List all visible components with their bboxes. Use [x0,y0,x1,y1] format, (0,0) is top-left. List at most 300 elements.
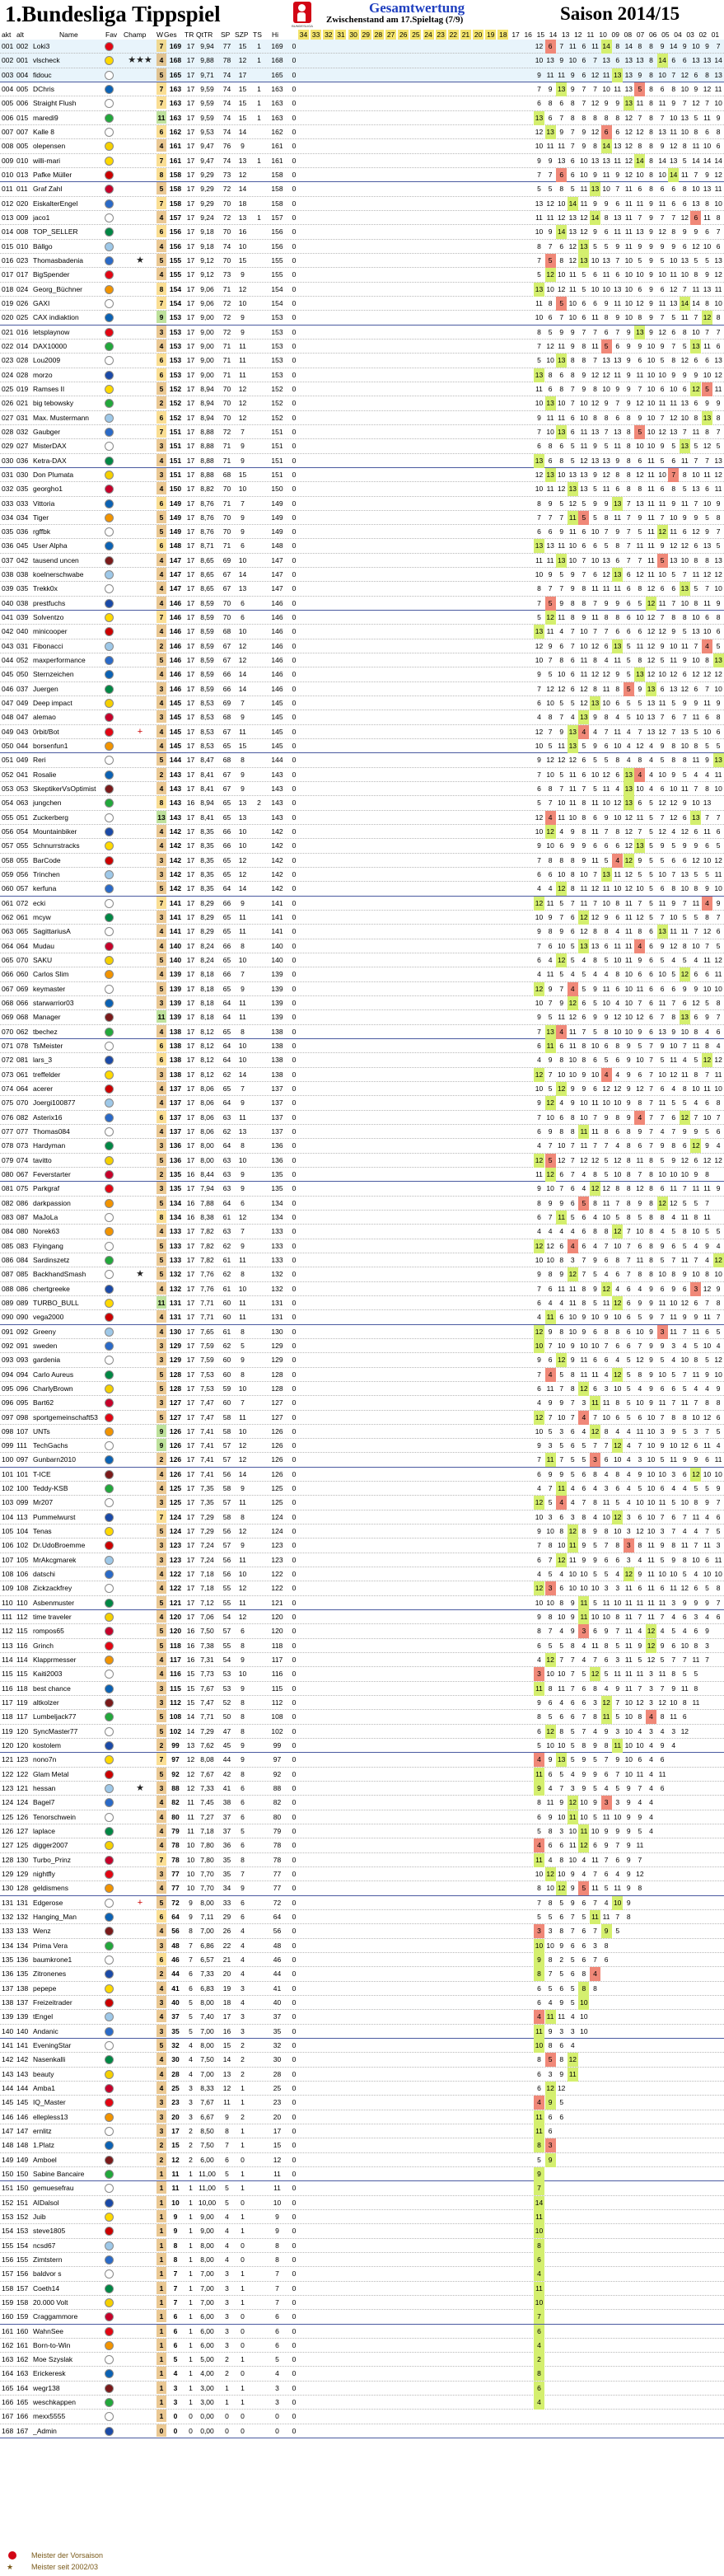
cell-name[interactable]: fidouc [33,68,104,82]
cell-name[interactable]: Thomasbadenia [33,254,104,268]
table-row[interactable] [0,1453,724,1467]
cell-name[interactable]: borsenfun1 [33,739,104,753]
cell-name[interactable]: rgffbk [33,525,104,539]
cell-name[interactable]: CAX indiaktion [33,311,104,325]
matchday-34-points: 0 [290,568,298,582]
table-row[interactable] [0,1325,724,1339]
cell-name[interactable]: lars_3 [33,1053,104,1067]
cell-name[interactable]: IQ_Master [33,2096,104,2110]
cell-name[interactable]: Tenorschwein [33,1810,104,1824]
table-row[interactable] [0,411,724,425]
cell-name[interactable]: big tebowsky [33,396,104,410]
table-row[interactable] [0,1296,724,1310]
cell-name[interactable]: Pafke Müller [33,168,104,182]
cell-name[interactable]: mcyw [33,911,104,925]
table-row[interactable] [0,996,724,1010]
table-row[interactable] [0,554,724,568]
table-row[interactable] [0,1739,724,1753]
table-row[interactable] [0,54,724,68]
cell-name[interactable]: Zuckerberg [33,811,104,825]
cell-name[interactable]: Carlos Slim [33,967,104,981]
table-row[interactable] [0,582,724,596]
table-row[interactable] [0,2110,724,2124]
cell-name[interactable]: Tenas [33,1525,104,1539]
table-row[interactable] [0,2039,724,2053]
cell-name[interactable]: Zickzackfrey [33,1581,104,1595]
cell-name[interactable]: altkolzer [33,1696,104,1710]
cell-name[interactable]: Ramses II [33,382,104,396]
table-row[interactable] [0,825,724,839]
table-row[interactable] [0,611,724,625]
cell-name[interactable]: Bart62 [33,1396,104,1410]
cell-name[interactable]: BarCode [33,854,104,868]
cell-name[interactable]: tEngel [33,2010,104,2024]
table-row[interactable] [0,1496,724,1510]
table-row[interactable] [0,96,724,110]
cell-name[interactable]: EiskalterEngel [33,197,104,211]
table-row[interactable] [0,2082,724,2096]
table-row[interactable] [0,1510,724,1525]
cell-name[interactable]: Asterix16 [33,1111,104,1125]
cell-name[interactable]: Trekk0x [33,582,104,596]
cell-name[interactable]: Grinch [33,1639,104,1653]
table-row[interactable] [0,425,724,439]
table-row[interactable] [0,1182,724,1196]
cell-name[interactable]: georgho1 [33,482,104,496]
cell-name[interactable]: Manager [33,1010,104,1024]
cell-name[interactable]: Edgerose [33,1896,104,1910]
cell-name[interactable]: Bällgo [33,240,104,254]
table-row[interactable] [0,1667,724,1681]
matchday-points [534,525,723,539]
table-row[interactable] [0,597,724,611]
cell-name[interactable]: Trinchen [33,868,104,882]
cell-name[interactable]: Deep impact [33,696,104,710]
cell-name[interactable]: EveningStar [33,2039,104,2053]
cell-name[interactable]: Turbo_Prinz [33,1853,104,1867]
cell-name[interactable]: sweden [33,1339,104,1353]
table-row[interactable] [0,197,724,211]
cell-name[interactable]: Kalle 8 [33,125,104,139]
table-row[interactable] [0,868,724,882]
cell-name[interactable]: Max. Mustermann [33,411,104,425]
cell-name[interactable]: time traveler [33,1610,104,1624]
cell-name[interactable]: Klapprmesser [33,1653,104,1667]
cell-name[interactable]: maxperformance [33,653,104,667]
table-row[interactable] [0,482,724,496]
cell-szp: 8 [235,1025,250,1039]
table-row[interactable] [0,240,724,254]
table-row[interactable] [0,696,724,710]
table-row[interactable] [0,796,724,810]
table-row[interactable] [0,2053,724,2067]
cell-name[interactable]: minicooper [33,625,104,639]
table-row[interactable] [0,1682,724,1696]
cell-name[interactable]: DChris [33,82,104,96]
table-row[interactable] [0,396,724,410]
cell-name[interactable]: MrAkcgmarek [33,1553,104,1567]
table-row[interactable] [0,1368,724,1382]
cell-name[interactable]: DAX10000 [33,340,104,354]
cell-name[interactable]: tbechez [33,1025,104,1039]
table-row[interactable] [0,1111,724,1125]
table-row[interactable] [0,1768,724,1782]
cell-name[interactable]: sportgemeinschaft53 [33,1411,104,1425]
table-row[interactable] [0,1267,724,1281]
cell-name[interactable]: acerer [33,1082,104,1096]
cell-name[interactable]: SkeptikerVsOptimist [33,782,104,796]
cell-name[interactable]: Greeny [33,1325,104,1339]
table-row[interactable] [0,1197,724,1211]
cell-name[interactable]: nightfly [33,1867,104,1881]
cell-name[interactable]: Mudau [33,939,104,953]
table-row[interactable] [0,468,724,482]
table-row[interactable] [0,925,724,939]
cell-name[interactable]: User Alpha [33,539,104,553]
cell-name[interactable]: Reri [33,753,104,767]
cell-name[interactable]: Ketra-DAX [33,454,104,468]
matchday-points [534,1953,723,1967]
table-row[interactable] [0,782,724,796]
cell-name[interactable]: kerfuna [33,882,104,896]
cell-name[interactable]: ecki [33,897,104,911]
table-row[interactable] [0,1967,724,1981]
table-row[interactable] [0,1710,724,1724]
cell-name[interactable]: Rosalie [33,768,104,782]
table-row[interactable] [0,1010,724,1024]
cell-name[interactable]: nono7n [33,1753,104,1767]
table-row[interactable] [0,1924,724,1938]
table-row[interactable] [0,225,724,239]
table-row[interactable] [0,911,724,925]
table-row[interactable] [0,1282,724,1296]
cell-name[interactable]: geldismens [33,1881,104,1895]
table-row[interactable] [0,1082,724,1096]
table-row[interactable] [0,1853,724,1867]
cell-name[interactable]: Schnurrstracks [33,839,104,853]
table-row[interactable] [0,1596,724,1610]
table-row[interactable] [0,154,724,168]
cell-name[interactable]: Sardinszetz [33,1253,104,1267]
table-row[interactable] [0,1139,724,1153]
matchday-point: 12 [713,1353,724,1367]
table-row[interactable] [0,1154,724,1168]
table-row[interactable] [0,2068,724,2082]
cell-name[interactable]: maredi9 [33,111,104,125]
table-row[interactable] [0,382,724,396]
table-row[interactable] [0,1439,724,1453]
table-row[interactable] [0,1553,724,1567]
table-row[interactable] [0,1910,724,1924]
cell-name[interactable]: beauty [33,2068,104,2082]
cell-name[interactable]: Hanging_Man [33,1910,104,1924]
table-row[interactable] [0,1867,724,1881]
cell-name[interactable]: kostolem [33,1739,104,1753]
table-row[interactable] [0,211,724,225]
table-row[interactable] [0,1310,724,1324]
cell-name[interactable]: olepensen [33,139,104,153]
table-row[interactable] [0,1624,724,1638]
table-row[interactable] [0,326,724,340]
cell-name[interactable]: Georg_Büchner [33,283,104,297]
cell-name[interactable]: TechGachs [33,1439,104,1453]
cell-name[interactable]: Graf Zahl [33,182,104,196]
table-row[interactable] [0,1753,724,1767]
cell-name[interactable]: Gunbarn2010 [33,1453,104,1467]
cell-name[interactable]: koelnerschwabe [33,568,104,582]
cell-name[interactable]: digger2007 [33,1838,104,1852]
table-row[interactable] [0,1782,724,1796]
cell-name[interactable]: ellepless13 [33,2110,104,2124]
table-row[interactable] [0,1096,724,1110]
cell-name[interactable]: BackhandSmash [33,1267,104,1281]
table-row[interactable] [0,354,724,368]
table-row[interactable] [0,710,724,724]
table-row[interactable] [0,939,724,953]
cell-name[interactable]: Lumbeljack77 [33,1710,104,1724]
cell-name[interactable]: jaco1 [33,211,104,225]
table-row[interactable] [0,1539,724,1553]
cell-name[interactable]: Mountainbiker [33,825,104,839]
cell-name[interactable]: Gaubger [33,425,104,439]
table-row[interactable] [0,539,724,553]
cell-name[interactable]: jungchen [33,796,104,810]
table-row[interactable] [0,68,724,82]
cell-name[interactable]: rompos65 [33,1624,104,1638]
table-row[interactable] [0,568,724,582]
table-row[interactable] [0,854,724,868]
table-row[interactable] [0,1696,724,1710]
table-row[interactable] [0,311,724,325]
cell-name[interactable]: chertgreeke [33,1282,104,1296]
cell-name[interactable]: GAXI [33,297,104,311]
cell-name[interactable]: T-ICE [33,1468,104,1482]
cell-name[interactable]: Dr.UdoBroemme [33,1539,104,1553]
table-row[interactable] [0,40,724,54]
table-row[interactable] [0,1125,724,1139]
table-row[interactable] [0,682,724,696]
cell-name[interactable]: Feverstarter [33,1168,104,1182]
cell-name[interactable]: Parkgraf [33,1182,104,1196]
cell-name[interactable]: Norek63 [33,1225,104,1239]
table-row[interactable] [0,1939,724,1953]
table-row[interactable] [0,525,724,539]
table-row[interactable] [0,340,724,354]
cell-name[interactable]: letsplaynow [33,326,104,340]
table-row[interactable] [0,1996,724,2010]
table-row[interactable] [0,1810,724,1824]
table-row[interactable] [0,1396,724,1410]
table-row[interactable] [0,1725,724,1739]
table-row[interactable] [0,283,724,297]
cell-name[interactable]: willi-mari [33,154,104,168]
table-row[interactable] [0,1653,724,1667]
cell-name[interactable]: keymaster [33,982,104,996]
cell-name[interactable]: Thomas084 [33,1125,104,1139]
cell-name[interactable]: Mr207 [33,1496,104,1510]
cell-name[interactable]: tavitto [33,1154,104,1168]
table-row[interactable] [0,1053,724,1067]
matchday-point: 6 [668,1382,679,1396]
table-row[interactable] [0,2010,724,2024]
table-row[interactable] [0,1881,724,1895]
table-row[interactable] [0,111,724,125]
cell-name[interactable]: Juergen [33,682,104,696]
table-row[interactable] [0,82,724,96]
table-row[interactable] [0,254,724,268]
cell-name[interactable]: Straight Flush [33,96,104,110]
table-row[interactable] [0,168,724,182]
table-row[interactable] [0,1382,724,1396]
cell-name[interactable]: MisterDAX [33,439,104,453]
cell-name[interactable]: laplace [33,1824,104,1838]
table-row[interactable] [0,839,724,853]
table-row[interactable] [0,125,724,139]
cell-name[interactable]: Don Plumata [33,468,104,482]
cell-name[interactable]: Prima Vera [33,1939,104,1953]
table-row[interactable] [0,1039,724,1053]
cell-name[interactable]: BigSpender [33,268,104,282]
table-row[interactable] [0,625,724,639]
cell-name[interactable]: morzo [33,368,104,382]
table-row[interactable] [0,1610,724,1624]
table-row[interactable] [0,139,724,153]
table-row[interactable] [0,268,724,282]
table-row[interactable] [0,511,724,525]
table-row[interactable] [0,1796,724,1810]
table-row[interactable] [0,753,724,767]
table-row[interactable] [0,1953,724,1967]
cell-name[interactable]: CharlyBrown [33,1382,104,1396]
table-row[interactable] [0,1581,724,1595]
cell-name[interactable]: Andanic [33,2025,104,2039]
table-row[interactable] [0,982,724,996]
cell-name[interactable]: baumkrone1 [33,1953,104,1967]
cell-name[interactable]: prestfuchs [33,597,104,611]
cell-name[interactable]: Loki3 [33,40,104,54]
table-row[interactable] [0,1068,724,1082]
table-row[interactable] [0,297,724,311]
cell-name[interactable]: MaJoLa [33,1211,104,1225]
cell-name[interactable]: SyncMaster77 [33,1725,104,1739]
table-row[interactable] [0,1982,724,1996]
cell-name[interactable]: UNTs [33,1425,104,1439]
cell-name[interactable]: Hardyman [33,1139,104,1153]
table-row[interactable] [0,1211,724,1225]
cell-name[interactable]: Zitronenes [33,1967,104,1981]
cell-name[interactable]: SagittariusA [33,925,104,939]
table-row[interactable] [0,1225,724,1239]
cell-name[interactable]: vlscheck [33,54,104,68]
table-row[interactable] [0,768,724,782]
table-row[interactable] [0,368,724,382]
table-row[interactable] [0,439,724,453]
cell-name[interactable]: SAKU [33,953,104,967]
cell-name[interactable]: TOP_SELLER [33,225,104,239]
cell-name[interactable]: Fibonacci [33,639,104,653]
table-row[interactable] [0,1824,724,1838]
cell-name[interactable]: Vittoria [33,497,104,511]
table-row[interactable] [0,1025,724,1039]
cell-name[interactable]: Wenz [33,1924,104,1938]
table-row[interactable] [0,497,724,511]
table-row[interactable] [0,882,724,896]
table-row[interactable] [0,967,724,981]
table-row[interactable] [0,667,724,681]
cell-name[interactable]: alemao [33,710,104,724]
cell-name[interactable]: Asbenmuster [33,1596,104,1610]
table-row[interactable] [0,2096,724,2110]
table-row[interactable] [0,1838,724,1852]
cell-name[interactable]: gardenia [33,1353,104,1367]
table-row[interactable] [0,953,724,967]
table-row[interactable] [0,639,724,653]
cell-name[interactable]: Lou2009 [33,354,104,368]
table-row[interactable] [0,1253,724,1267]
cell-name[interactable]: starwarrior03 [33,996,104,1010]
table-row[interactable] [0,1567,724,1581]
cell-name[interactable]: Freizeitrader [33,1996,104,2010]
table-row[interactable] [0,454,724,468]
table-row[interactable] [0,1239,724,1253]
cell-name[interactable]: Bagel7 [33,1796,104,1810]
table-row[interactable] [0,1353,724,1367]
table-row[interactable] [0,653,724,667]
table-row[interactable] [0,182,724,196]
cell-name[interactable]: Solventzo [33,611,104,625]
table-row[interactable] [0,811,724,825]
cell-name[interactable]: Sternzeichen [33,667,104,681]
table-row[interactable] [0,1639,724,1653]
table-row[interactable] [0,1425,724,1439]
table-row[interactable] [0,2025,724,2039]
table-row[interactable] [0,1482,724,1496]
table-row[interactable] [0,725,724,739]
cell-name[interactable]: TsMeister [33,1039,104,1053]
cell-name[interactable]: Joergi100877 [33,1096,104,1110]
table-row[interactable] [0,1411,724,1425]
cell-name[interactable]: treffelder [33,1068,104,1082]
cell-name[interactable]: TURBO_BULL [33,1296,104,1310]
table-row[interactable] [0,1896,724,1910]
cell-szp: 12 [235,1453,250,1467]
cell-name[interactable]: best chance [33,1682,104,1696]
cell-name[interactable]: Teddy-KSB [33,1482,104,1496]
cell-name[interactable]: Flyingang [33,1239,104,1253]
cell-name[interactable]: Glam Metal [33,1768,104,1782]
cell-name[interactable]: hessan [33,1782,104,1796]
cell-name[interactable]: Tiger [33,511,104,525]
table-row[interactable] [0,1468,724,1482]
matchday-point: 10 [702,1567,712,1581]
cell-name[interactable]: darkpassion [33,1197,104,1211]
cell-name[interactable]: Carlo Aureus [33,1368,104,1382]
cell-name[interactable]: Pummelwurst [33,1510,104,1525]
cell-name[interactable]: 0rbit/Bot [33,725,104,739]
cell-name[interactable]: Nasenkalli [33,2053,104,2067]
cell-name[interactable]: tausend uncen [33,554,104,568]
table-row[interactable] [0,1525,724,1539]
table-row[interactable] [0,897,724,911]
cell-name[interactable]: Kaiti2003 [33,1667,104,1681]
table-row[interactable] [0,739,724,753]
table-row[interactable] [0,1339,724,1353]
table-row[interactable] [0,1168,724,1182]
cell-name[interactable]: vega2000 [33,1310,104,1324]
cell-name[interactable]: datschi [33,1567,104,1581]
cell-name[interactable]: Amba1 [33,2082,104,2096]
cell-name[interactable]: pepepe [33,1982,104,1996]
